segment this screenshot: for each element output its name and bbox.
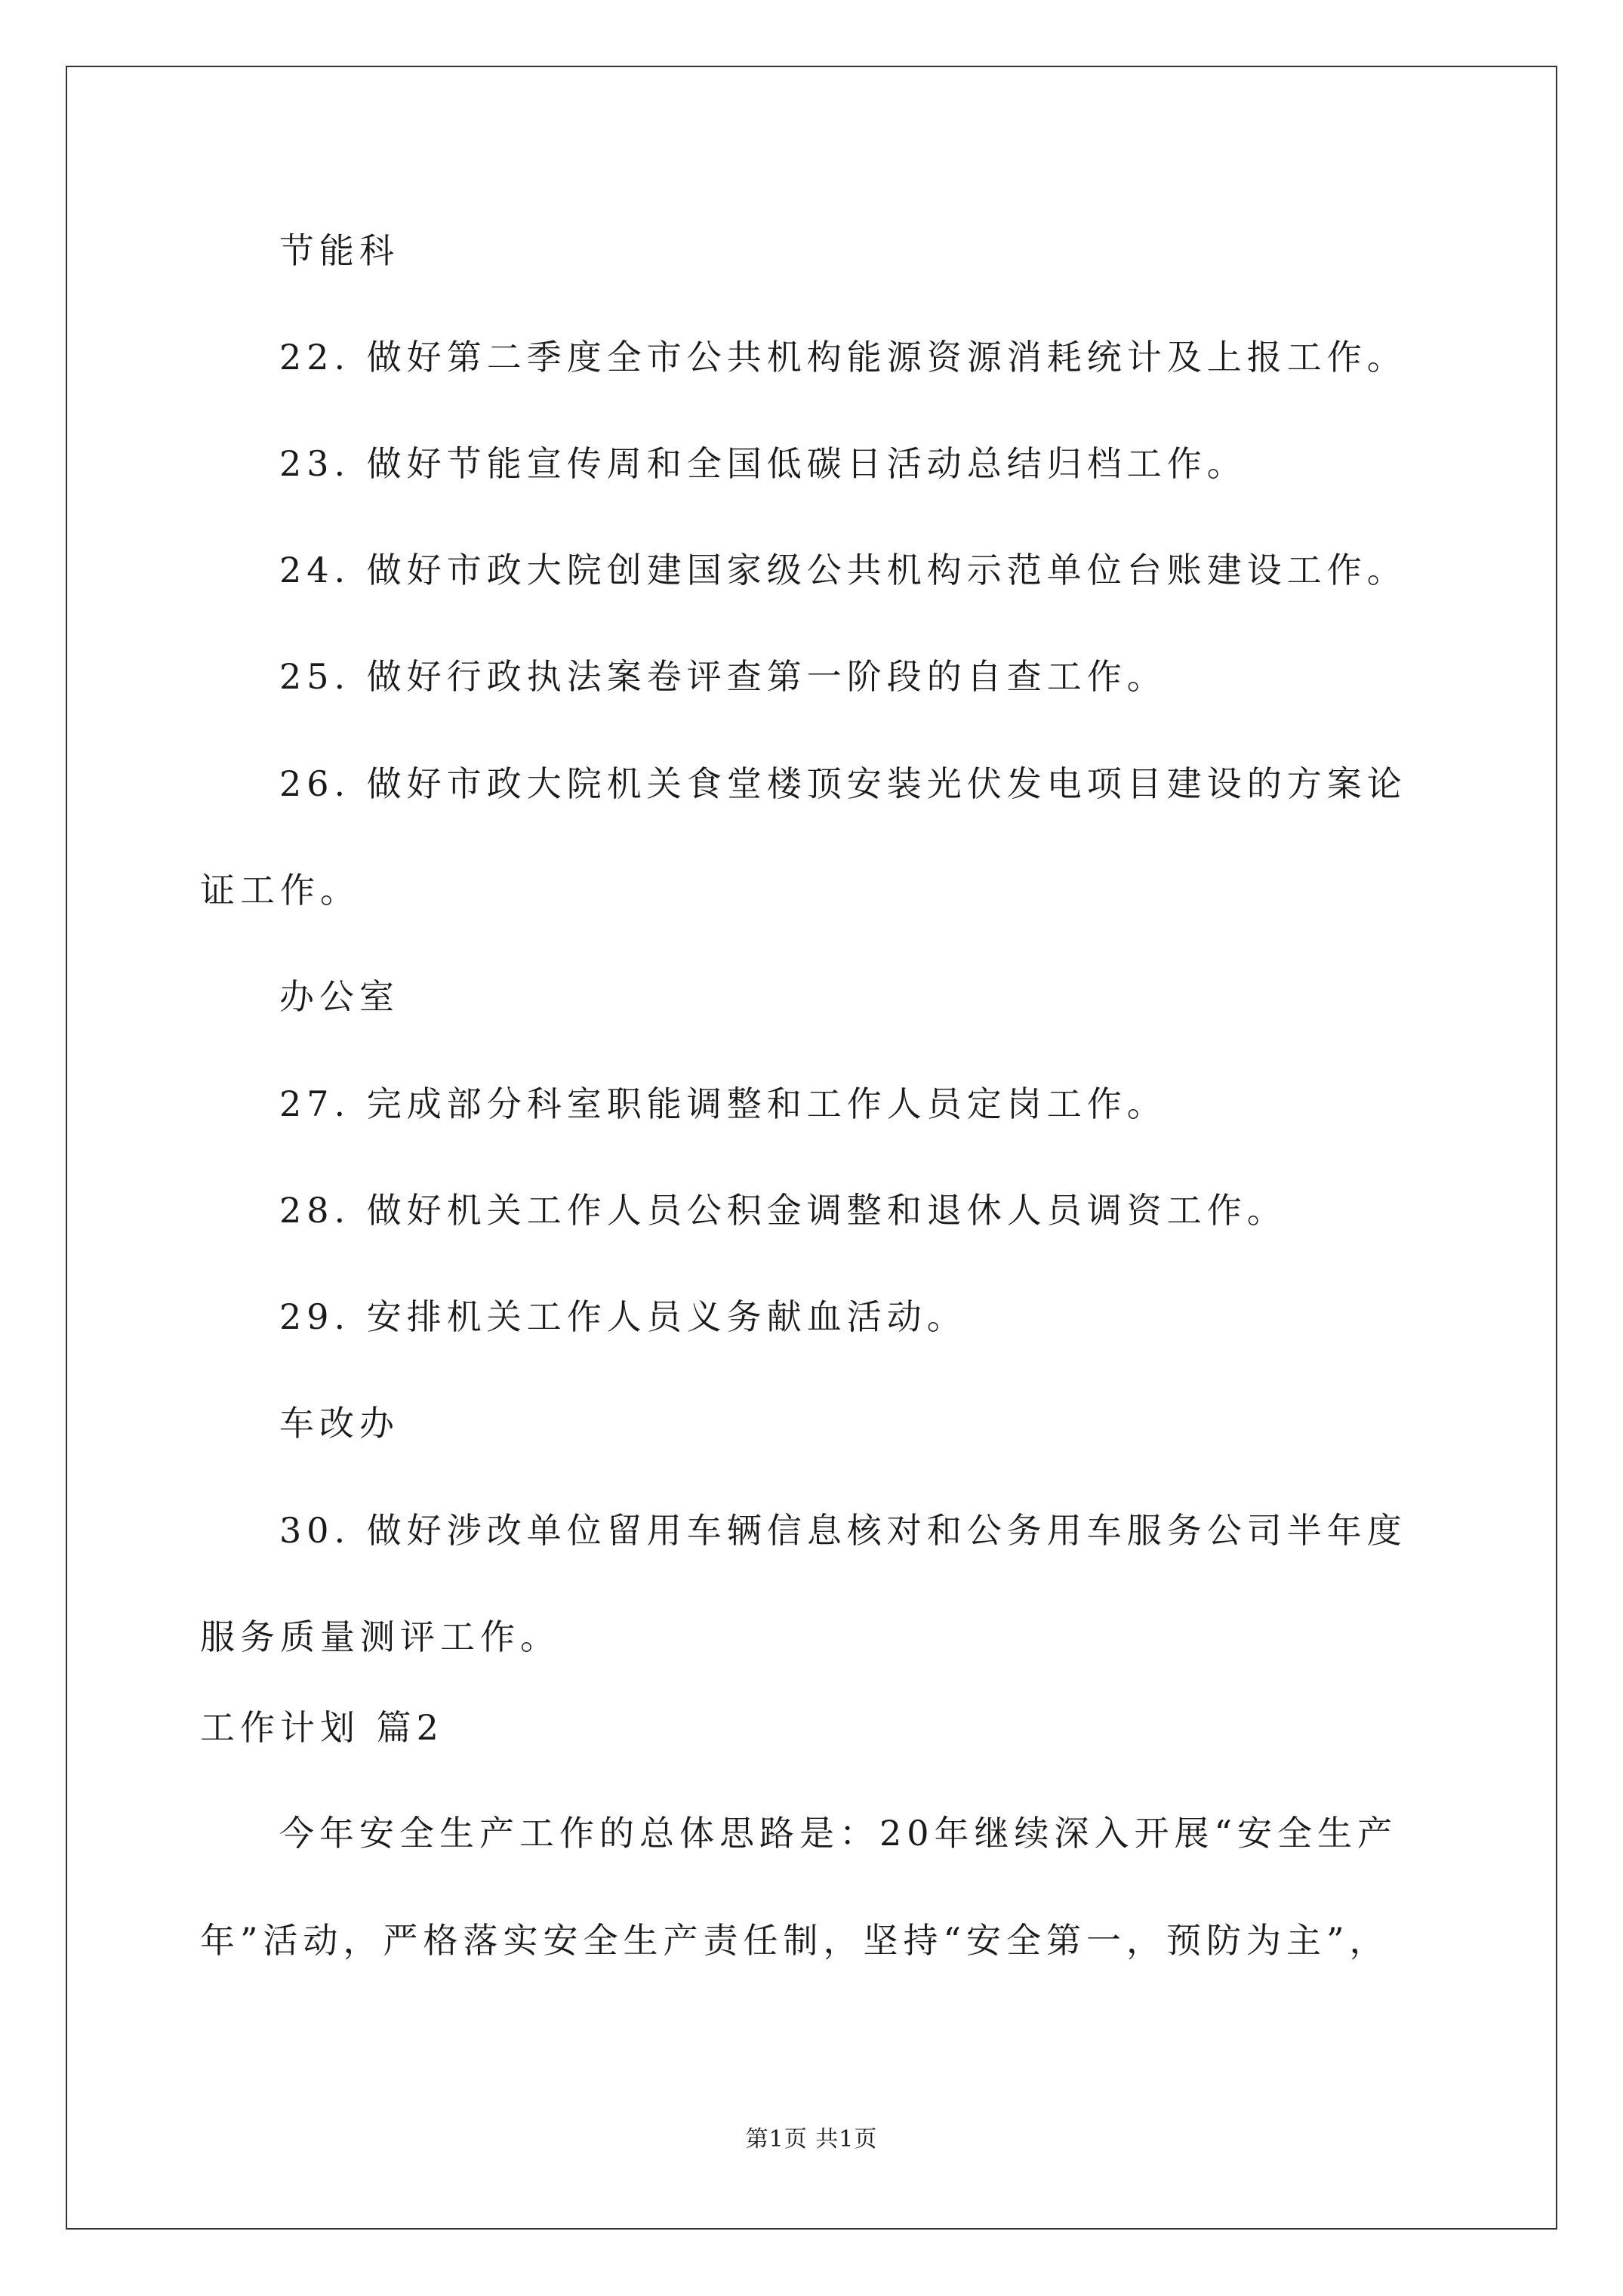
paragraph-line: 服务质量测评工作。: [200, 1616, 560, 1657]
paragraph-line: 29. 安排机关工作人员义务献血活动。: [279, 1296, 967, 1337]
paragraph-line: 年”活动，严格落实安全生产责任制，坚持“安全第一，预防为主”，: [200, 1920, 1390, 1961]
page-border: [66, 66, 1557, 2230]
paragraph-line: 27. 完成部分科室职能调整和工作人员定岗工作。: [279, 1083, 1167, 1124]
page-number: 第1页 共1页: [745, 2126, 878, 2153]
section-heading-vehicle-reform: 车改办: [279, 1403, 399, 1444]
section-heading-office: 办公室: [279, 976, 399, 1017]
paragraph-line: 22. 做好第二季度全市公共机构能源资源消耗统计及上报工作。: [279, 337, 1407, 378]
document-title: 工作计划 篇2: [200, 1707, 444, 1748]
paragraph-line: 今年安全生产工作的总体思路是：20年继续深入开展“安全生产: [279, 1813, 1398, 1854]
paragraph-line: 25. 做好行政执法案卷评查第一阶段的自查工作。: [279, 656, 1167, 697]
paragraph-line: 证工作。: [200, 870, 360, 911]
paragraph-line: 24. 做好市政大院创建国家级公共机构示范单位台账建设工作。: [279, 550, 1407, 590]
paragraph-line: 28. 做好机关工作人员公积金调整和退休人员调资工作。: [279, 1190, 1287, 1231]
paragraph-line: 30. 做好涉改单位留用车辆信息核对和公务用车服务公司半年度: [279, 1510, 1407, 1551]
paragraph-line: 23. 做好节能宣传周和全国低碳日活动总结归档工作。: [279, 443, 1247, 484]
section-heading-energy: 节能科: [279, 230, 399, 271]
paragraph-line: 26. 做好市政大院机关食堂楼顶安装光伏发电项目建设的方案论: [279, 763, 1407, 804]
